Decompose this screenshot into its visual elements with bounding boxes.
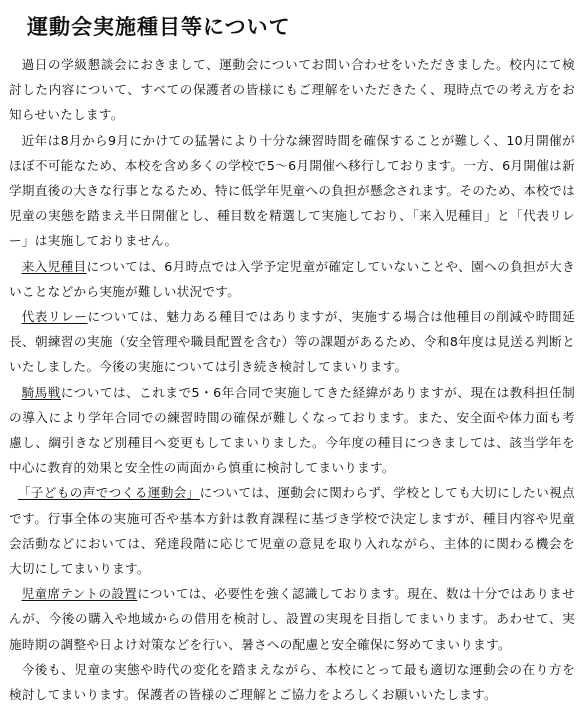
paragraph-closing bbox=[9, 657, 575, 707]
paragraph-incoming-children-event bbox=[9, 254, 575, 304]
paragraph-student-tent-text: については、必要性を強く認識しております。現在、数は十分ではありませんが、今後の購入や地域からの借用を検討し、設置の実現を目指してまいります。あわせて、実施時期の調整や日よけ対策などを行い、暑さへの配慮と安全確保に努めてまいります。 bbox=[9, 586, 575, 652]
paragraph-representative-relay bbox=[9, 304, 575, 380]
topic-heading-cavalry-battle: 騎馬戦 bbox=[21, 384, 61, 400]
document-title: 運動会実施種目等について bbox=[27, 15, 291, 39]
paragraph-student-tent bbox=[9, 581, 575, 657]
paragraph-cavalry-battle bbox=[9, 380, 575, 481]
paragraph-intro-text: 過日の学級懇談会におきまして、運動会についてお問い合わせをいただきました。校内にて検討した内容について、すべての保護者の皆様にもご理解をいただきたく、現時点での考え方をお知らせいたします。 bbox=[9, 57, 575, 123]
topic-heading-student-tent: 児童席テントの設置 bbox=[21, 586, 138, 602]
paragraph-representative-relay-text: については、魅力ある種目ではありますが、実施する場合は他種目の削減や時間延長、朝練習の実施（安全管理や職員配置を含む）等の課題があるため、令和8年度は見送る判断といたしました。今後の実施については引き続き検討してまいります。 bbox=[9, 309, 575, 375]
paragraph-childrens-voice-text: については、運動会に関わらず、学校としても大切にしたい視点です。行事全体の実施可否や基本方針は教育課程に基づき学校で決定しますが、種目内容や児童会活動などにおいては、発達段階に応じて児童の意見を取り入れながら、主体的に関わる機会を大切にしてまいります。 bbox=[9, 485, 575, 577]
paragraph-cavalry-battle-text: については、これまで5・6年合同で実施してきた経緯がありますが、現在は教科担任制の導入により学年合同での練習時間の確保が難しくなっております。また、安全面や体力面も考慮し、綱引きなど別種目へ変更もしてまいりました。今年度の種目につきましては、該当学年を中心に教育的効果と安全性の両面から慎重に検討してまいります。 bbox=[9, 384, 575, 476]
topic-heading-childrens-voice: 「子どもの声でつくる運動会」 bbox=[17, 485, 200, 501]
topic-heading-incoming-children-event: 来入児種目 bbox=[21, 258, 87, 274]
paragraph-intro bbox=[9, 52, 575, 128]
paragraph-background-text: 近年は8月から9月にかけての猛暑により十分な練習時間を確保することが難しく、10月開催がほぼ不可能なため、本校を含め多くの学校で5～6月開催へ移行しております。一方、6月開催は新学期直後の大きな行事となるため、特に低学年児童への負担が懸念されます。そのため、本校では児童の実態を踏まえ半日開催とし、種目数を精選して実施しており、「来入児種目」と「代表リレー」は実施しておりません。 bbox=[9, 132, 575, 249]
paragraph-closing-text: 今後も、児童の実態や時代の変化を踏まえながら、本校にとって最も適切な運動会の在り方を検討してまいります。保護者の皆様のご理解とご協力をよろしくお願いいたします。 bbox=[9, 661, 575, 703]
topic-heading-representative-relay: 代表リレー bbox=[21, 309, 88, 325]
paragraph-incoming-children-event-text: については、6月時点では入学予定児童が確定していないことや、園への負担が大きいことなどから実施が難しい状況です。 bbox=[9, 258, 575, 299]
paragraph-childrens-voice bbox=[9, 480, 575, 581]
paragraph-background bbox=[9, 128, 575, 254]
